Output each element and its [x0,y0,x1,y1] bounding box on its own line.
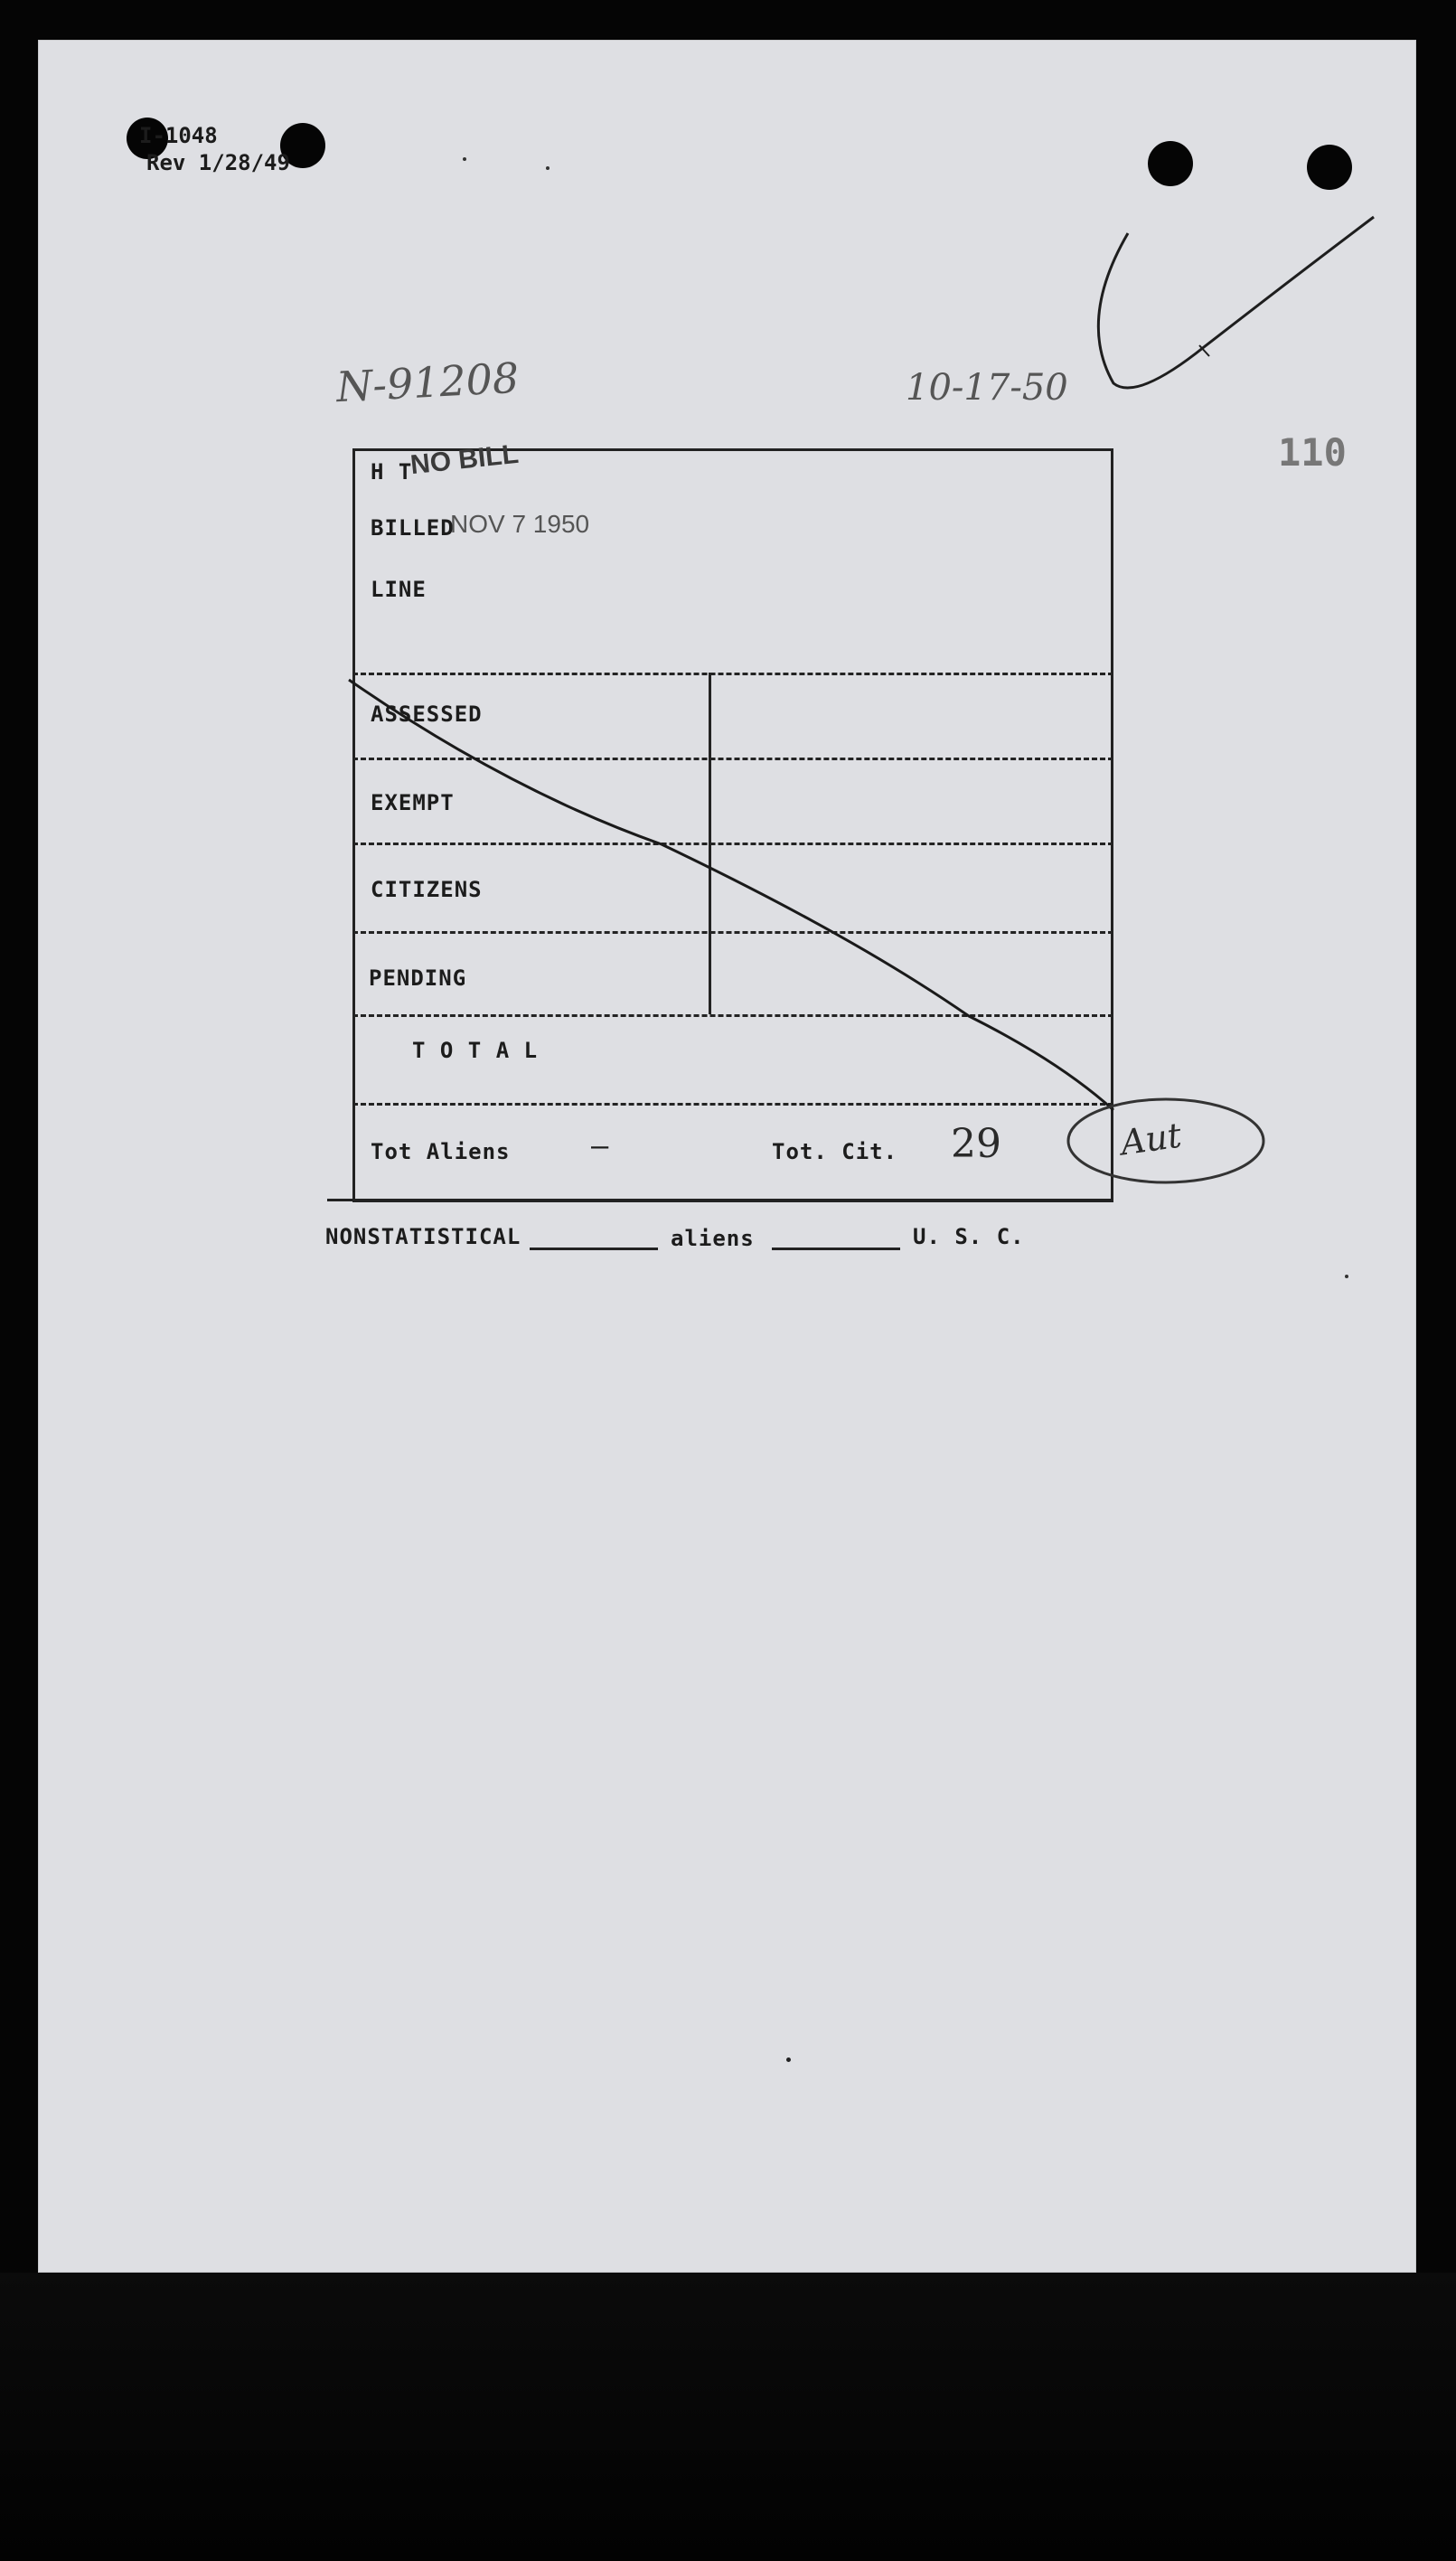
line-label: LINE [371,577,427,602]
total-label: T O T A L [412,1038,539,1063]
tot-cit-value: 29 [951,1121,1001,1167]
aliens-label: aliens [671,1226,755,1251]
divider-top [352,673,1113,675]
punch-hole-3 [1148,141,1193,186]
speck-1 [786,2057,791,2062]
billed-date-stamp: NOV 7 1950 [450,510,590,538]
usc-blank [772,1248,900,1250]
speck-4 [546,166,550,170]
ht-label: H T [371,459,413,485]
tot-aliens-label: Tot Aliens [371,1139,511,1164]
billed-label: BILLED [371,515,455,541]
speck-2 [1345,1275,1348,1278]
divider-total [352,1103,1113,1106]
file-number: N-91208 [334,353,521,412]
nonstatistical-label: NONSTATISTICAL [325,1224,521,1249]
nonstatistical-blank [530,1248,658,1250]
punch-hole-4 [1307,145,1352,190]
initials: Aut [1118,1115,1184,1163]
divider-assessed [352,758,1113,760]
tot-aliens-value: — [591,1128,609,1163]
row-label-pending: PENDING [369,965,467,991]
usc-label: U. S. C. [913,1224,1025,1249]
speck-3 [463,157,466,161]
page-number: 110 [1278,430,1347,475]
divider-citizens [352,931,1113,934]
form-revision: Rev 1/28/49 [146,150,290,175]
document-page [38,40,1416,2273]
no-bill-stamp: NO BILL [409,438,521,481]
column-divider [709,673,711,1014]
statistics-form [352,448,1113,1202]
scan-bottom-margin [0,2273,1456,2561]
handwritten-date: 10-17-50 [906,367,1068,409]
row-label-exempt: EXEMPT [371,790,455,815]
row-label-citizens: CITIZENS [371,877,483,902]
tot-cit-label: Tot. Cit. [772,1139,898,1164]
divider-pending [352,1014,1113,1017]
form-base-line [327,1199,1113,1201]
form-number: I-1048 [139,123,218,148]
row-label-assessed: ASSESSED [371,701,483,727]
divider-exempt [352,843,1113,845]
